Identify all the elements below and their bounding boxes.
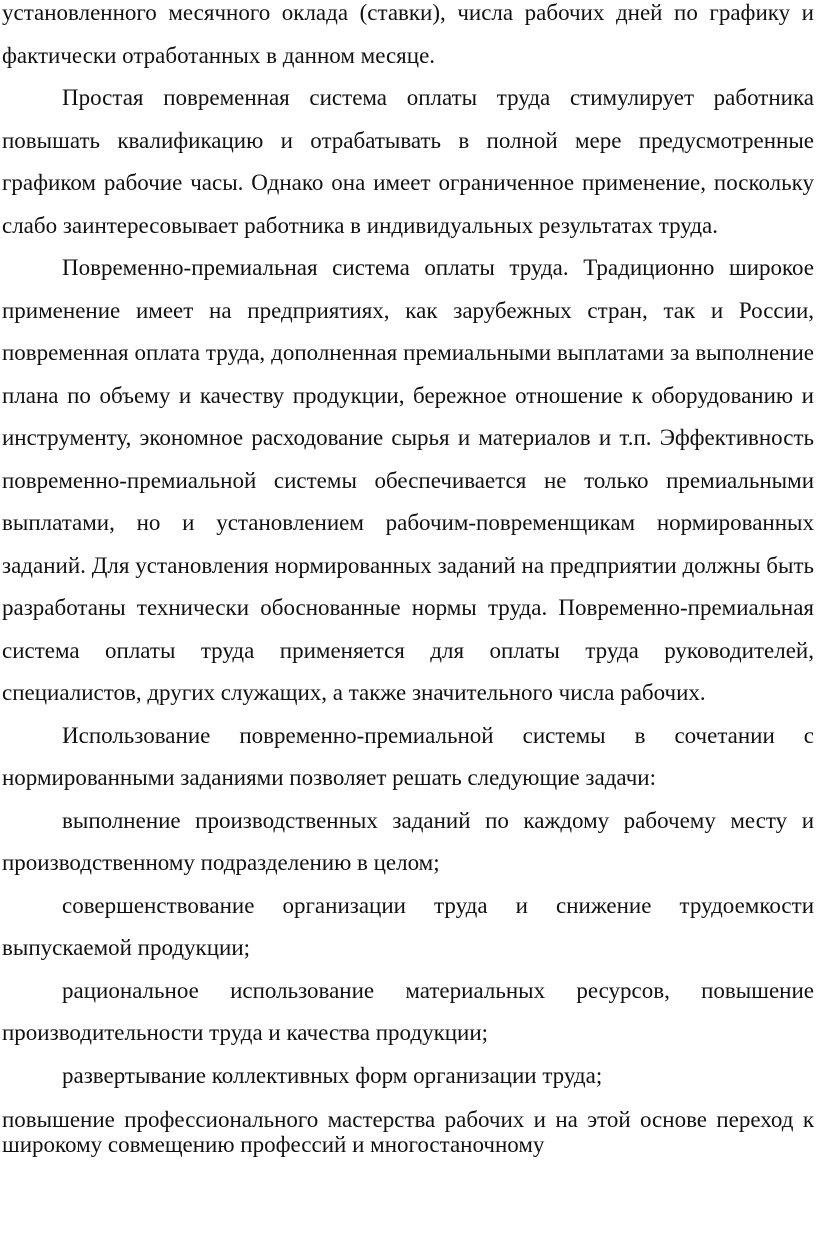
list-item-task-1: выполнение производственных заданий по каждому рабочему месту и производственному подразделению в целом;: [2, 807, 814, 875]
paragraph-time-bonus-system: Повременно-премиальная система оплаты труда. Традиционно широкое применение имеет на предприятиях, как зарубежных стран, так и России, повременная оплата труда, дополненная премиальными выплатами за выполнение плана по объему и качеству продукции, бережное отношение к оборудованию и инструменту, экономное расходование сырья и материалов и т.п. Эффективность повременно-премиальной системы обеспечивается не только премиальными выплатами, но и установлением рабочим-повременщикам нормированных заданий. Для установления нормированных заданий на предприятии должны быть разработаны технически обоснованные нормы труда. Повременно-премиальная система оплаты труда применяется для оплаты труда руководителей, специалистов, других служащих, а также значительного числа рабочих.: [2, 255, 814, 705]
paragraph-continuation: установленного месячного оклада (ставки), числа рабочих дней по графику и фактически отработанных в данном месяце.: [2, 0, 814, 68]
list-item-task-3: рациональное использование материальных ресурсов, повышение производительности труда и качества продукции;: [2, 977, 814, 1045]
paragraph-tasks-intro: Использование повременно-премиальной системы в сочетании с нормированными заданиями позволяет решать следующие задачи:: [2, 722, 814, 790]
list-item-task-5: повышение профессионального мастерства рабочих и на этой основе переход к широкому совмещению профессий и многостаночному: [2, 1107, 814, 1157]
list-item-task-4: развертывание коллективных форм организации труда;: [62, 1062, 603, 1088]
list-item-task-2: совершенствование организации труда и снижение трудоемкости выпускаемой продукции;: [2, 892, 814, 960]
paragraph-simple-time-system: Простая повременная система оплаты труда стимулирует работника повышать квалификацию и отрабатывать в полной мере предусмотренные графиком рабочие часы. Однако она имеет ограниченное применение, поскольку слабо заинтересовывает работника в индивидуальных результатах труда.: [2, 85, 814, 238]
